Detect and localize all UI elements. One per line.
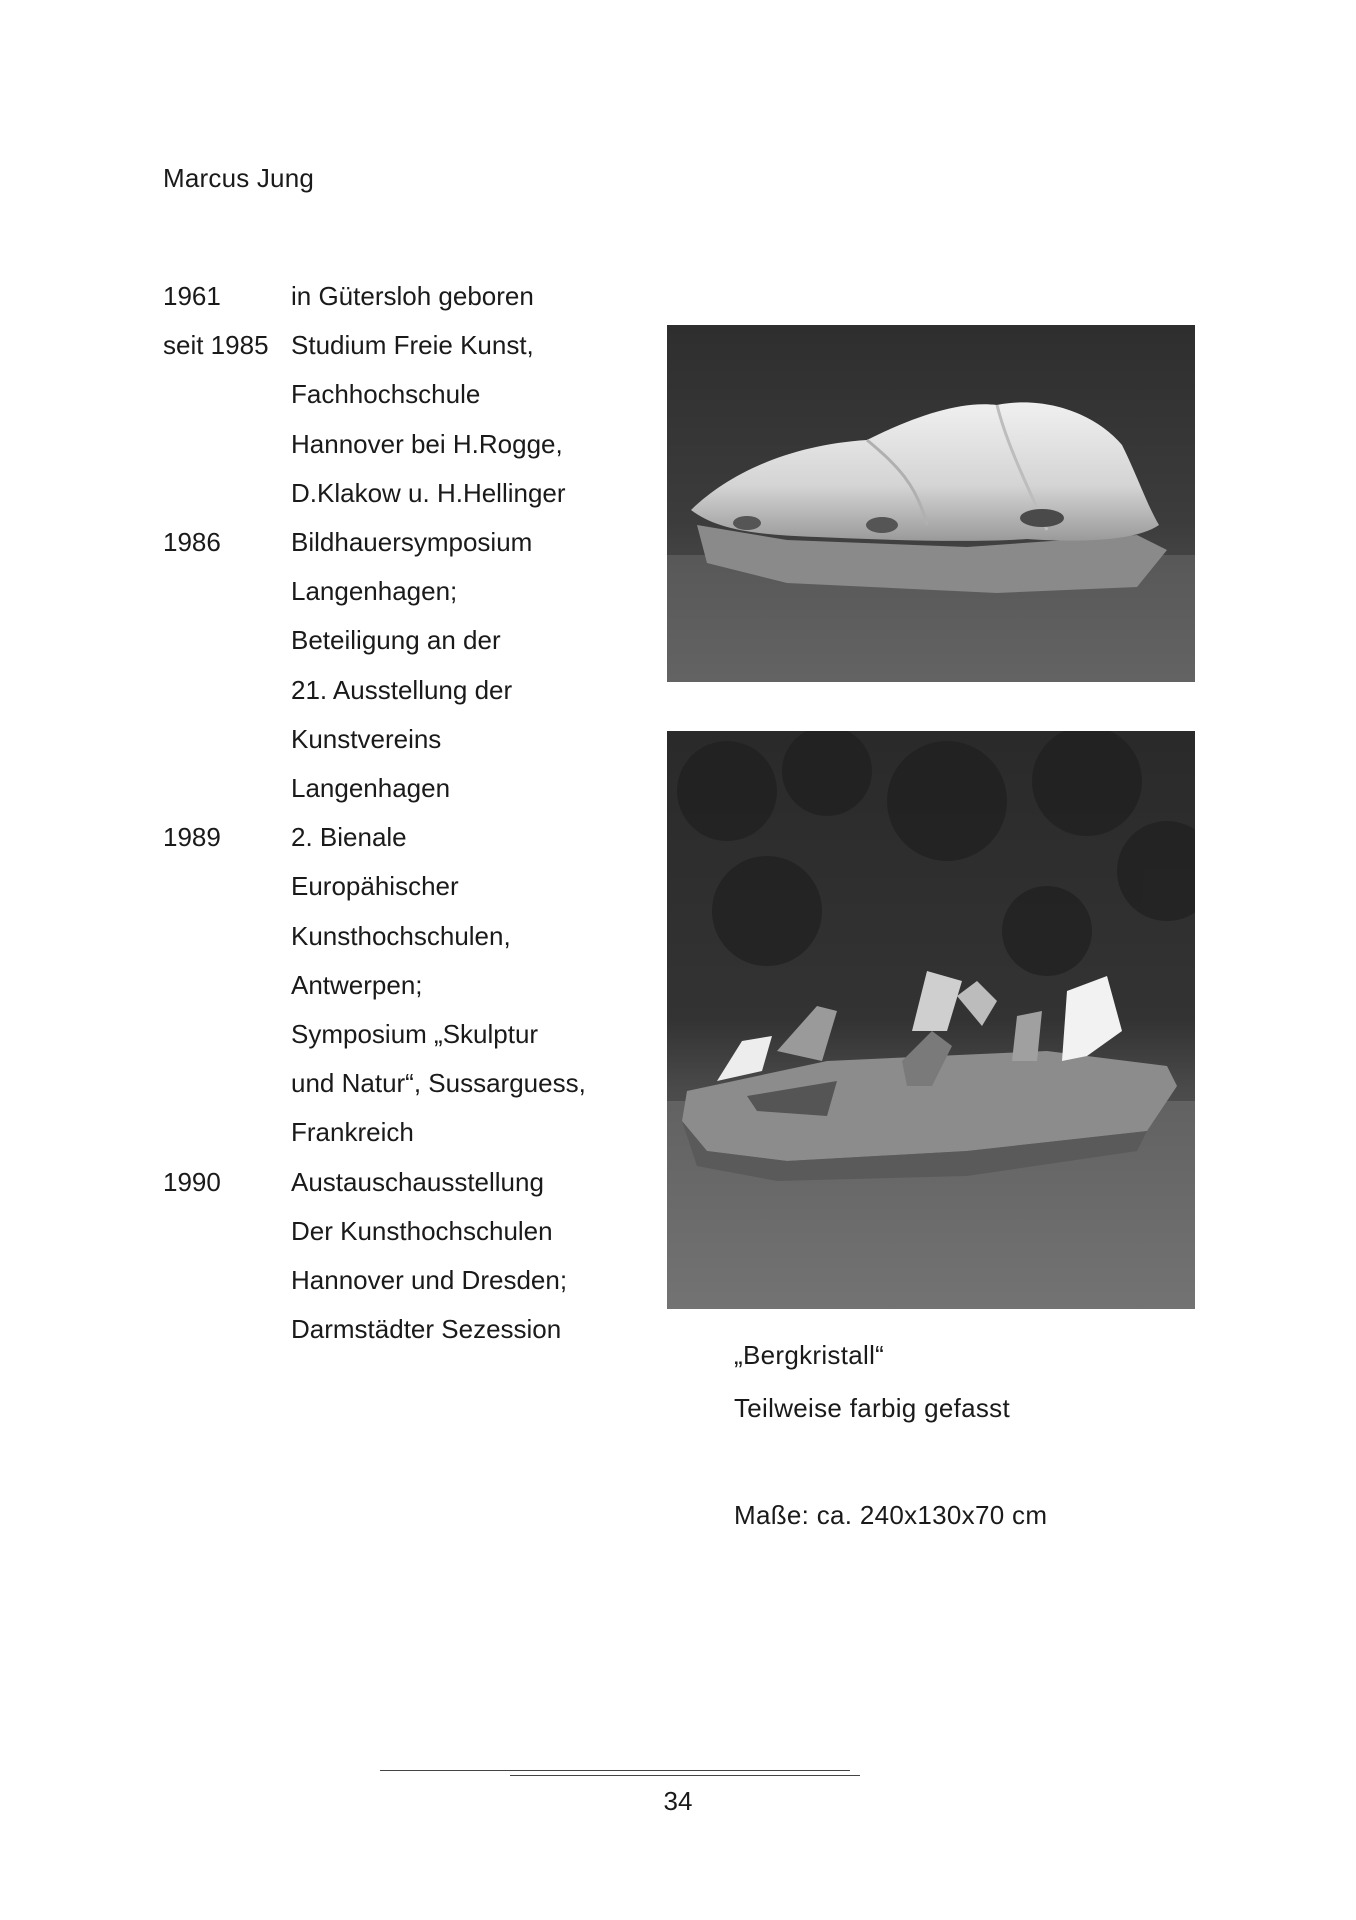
artwork-title: „Bergkristall“ [734,1340,885,1370]
biography-text: Langenhagen; [291,576,458,607]
biography-text: Symposium „Skulptur [291,1019,539,1050]
biography-row [163,518,633,567]
biography-text: Beteiligung an der [291,625,501,656]
biography-text: Langenhagen [291,773,451,804]
biography-row [163,1059,633,1108]
biography-row [163,912,633,961]
sculpture-photo-bergkristall [667,731,1195,1309]
biography-year [163,912,291,961]
biography-row [163,1256,633,1305]
biography-text: Antwerpen; [291,969,423,1000]
biography-row [163,469,633,518]
biography-row [163,1108,633,1157]
biography-text: Bildhauersymposium [291,527,533,558]
footer-rule [380,1770,980,1780]
biography-row [163,715,633,764]
biography-text: Darmstädter Sezession [291,1314,562,1345]
artwork-dimensions: Maße: ca. 240x130x70 cm [734,1500,1048,1530]
biography-row [163,567,633,616]
biography-row [163,813,633,862]
biography-text: Hannover bei H.Rogge, [291,428,563,459]
biography-row [163,961,633,1010]
biography-year [163,1256,291,1305]
biography-year [163,1108,291,1157]
biography-text: in Gütersloh geboren [291,281,534,311]
biography-row [163,272,633,321]
biography-year [163,1059,291,1108]
biography-row [163,862,633,911]
biography-list [163,272,633,1354]
biography-text: Der Kunsthochschulen [291,1215,553,1246]
artwork-note: Teilweise farbig gefasst [734,1393,1010,1423]
biography-year [163,764,291,813]
biography-year [163,862,291,911]
biography-row [163,1207,633,1256]
biography-text: Austauschausstellung [291,1166,544,1197]
biography-year [163,1207,291,1256]
biography-text: D.Klakow u. H.Hellinger [291,477,566,508]
biography-year: 1990 [163,1166,221,1197]
biography-year [163,1010,291,1059]
biography-row [163,666,633,715]
biography-year [163,1305,291,1354]
biography-row [163,420,633,469]
biography-row [163,764,633,813]
biography-year: seit 1985 [163,330,269,361]
biography-row [163,616,633,665]
biography-year [163,961,291,1010]
biography-text: Fachhochschule [291,379,481,410]
biography-year [163,420,291,469]
biography-year [163,616,291,665]
biography-text: 2. Bienale [291,822,407,853]
biography-text: Kunstvereins [291,723,442,754]
biography-year [163,715,291,764]
biography-row [163,370,633,419]
page-number: 34 [663,1786,693,1816]
biography-year: 1986 [163,527,221,558]
biography-text: Kunsthochschulen, [291,920,511,951]
biography-row [163,1158,633,1207]
biography-year: 1989 [163,822,221,853]
biography-year [163,567,291,616]
author-name: Marcus Jung [163,163,315,193]
sculpture-photo-draped [667,325,1195,682]
biography-year [163,469,291,518]
biography-text: Europähischer [291,871,459,902]
biography-text: 21. Ausstellung der [291,674,513,705]
biography-row [163,321,633,370]
biography-text: und Natur“, Sussarguess, [291,1068,586,1099]
biography-year: 1961 [163,281,221,311]
biography-text: Studium Freie Kunst, [291,330,534,361]
biography-text: Hannover und Dresden; [291,1265,568,1296]
biography-year [163,370,291,419]
biography-row [163,1305,633,1354]
biography-year [163,666,291,715]
biography-text: Frankreich [291,1117,414,1148]
biography-row [163,1010,633,1059]
